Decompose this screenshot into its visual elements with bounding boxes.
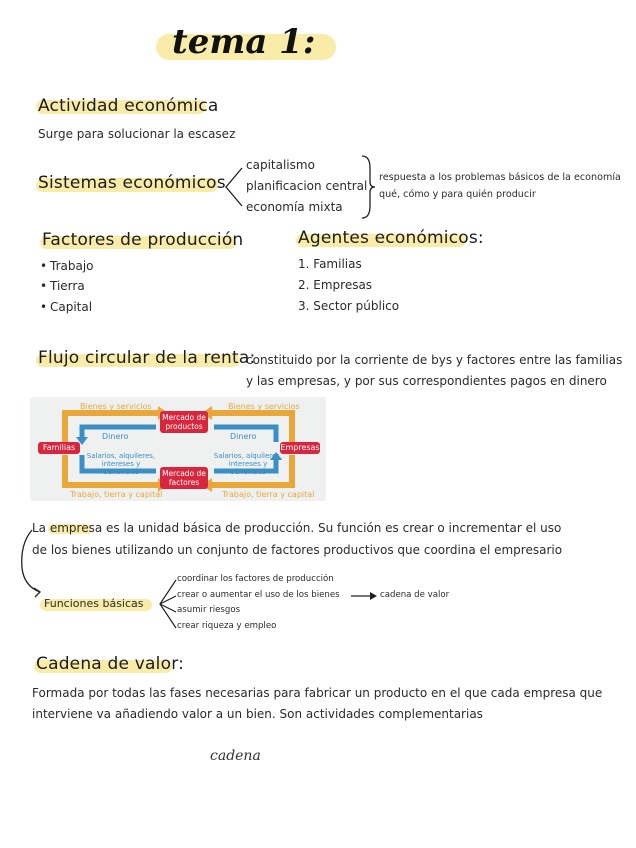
flujo-text: y las empresas, y por sus correspondientes pagos en dinero — [246, 374, 607, 388]
diagram-label: Bienes y servicios — [228, 402, 300, 411]
diagram-label: Bienes y servicios — [80, 402, 152, 411]
empresa-text: de los bienes utilizando un conjunto de factores productivos que coordina el empresario — [32, 543, 563, 557]
flujo-heading: Flujo circular de la renta: — [38, 348, 256, 368]
sistemas-note: qué, cómo y para quién producir — [379, 189, 536, 200]
funciones-item: asumir riesgos — [177, 605, 241, 615]
branch-bracket-icon — [156, 576, 178, 634]
right-brace-icon — [360, 154, 376, 220]
agentes-heading: Agentes económicos: — [298, 228, 484, 248]
funciones-item: crear riqueza y empleo — [177, 621, 277, 631]
agentes-item: 3. Sector público — [298, 299, 400, 313]
factores-heading: Factores de producción — [42, 230, 244, 250]
actividad-text: Surge para solucionar la escasez — [38, 127, 236, 141]
actividad-heading: Actividad económica — [38, 96, 219, 116]
factores-bullet: • — [40, 279, 48, 293]
arrow-right-icon — [350, 590, 378, 602]
factores-item: Capital — [50, 300, 93, 314]
funciones-item: coordinar los factores de producción — [177, 574, 334, 584]
diagram-label: Trabajo, tierra y capital — [222, 490, 315, 499]
circular-flow-diagram — [30, 397, 326, 501]
left-brace-icon — [222, 166, 244, 208]
market-products-box: Mercado de productos — [160, 411, 208, 433]
page-title: tema 1: — [172, 22, 316, 62]
agentes-item: 2. Empresas — [298, 278, 373, 292]
cadena-scribble: cadena — [210, 748, 261, 764]
diagram-label: Dinero — [230, 432, 257, 441]
flujo-text: constituido por la corriente de bys y factores entre las familias — [246, 353, 623, 367]
funciones-heading: Funciones básicas — [44, 597, 144, 610]
factores-item: Trabajo — [50, 259, 94, 273]
cadena-text: Formada por todas las fases necesarias para fabricar un producto en el que cada empresa que — [32, 686, 603, 700]
factores-item: Tierra — [50, 279, 85, 293]
empresas-box: Empresas — [280, 443, 320, 452]
sistemas-item: capitalismo — [246, 158, 315, 172]
diagram-label: Salarios, alquileres, intereses y beneficios — [213, 452, 283, 476]
cadena-heading: Cadena de valor: — [36, 654, 185, 674]
sistemas-note: respuesta a los problemas básicos de la economía — [379, 172, 621, 183]
cadena-text: interviene va añadiendo valor a un bien. Son actividades complementarias — [32, 707, 483, 721]
market-factors-box: Mercado de factores — [160, 467, 208, 489]
diagram-label: Dinero — [102, 432, 129, 441]
agentes-item: 1. Familias — [298, 257, 362, 271]
diagram-label: Salarios, alquileres, intereses y beneficios — [86, 452, 156, 476]
funciones-item: crear o aumentar el uso de los bienes — [177, 590, 340, 600]
curved-arrow-icon — [16, 528, 46, 600]
familias-box: Familias — [38, 442, 80, 454]
sistemas-heading: Sistemas económicos — [38, 173, 226, 193]
sistemas-item: planificacion central — [246, 179, 368, 193]
factores-bullet: • — [40, 300, 48, 314]
empresa-text: La empresa es la unidad básica de producción. Su función es crear o incrementar el uso — [32, 521, 562, 535]
diagram-label: Trabajo, tierra y capital — [70, 490, 163, 499]
sistemas-item: economía mixta — [246, 200, 343, 214]
factores-bullet: • — [40, 259, 48, 273]
cadena-valor-target: cadena de valor — [380, 590, 450, 600]
